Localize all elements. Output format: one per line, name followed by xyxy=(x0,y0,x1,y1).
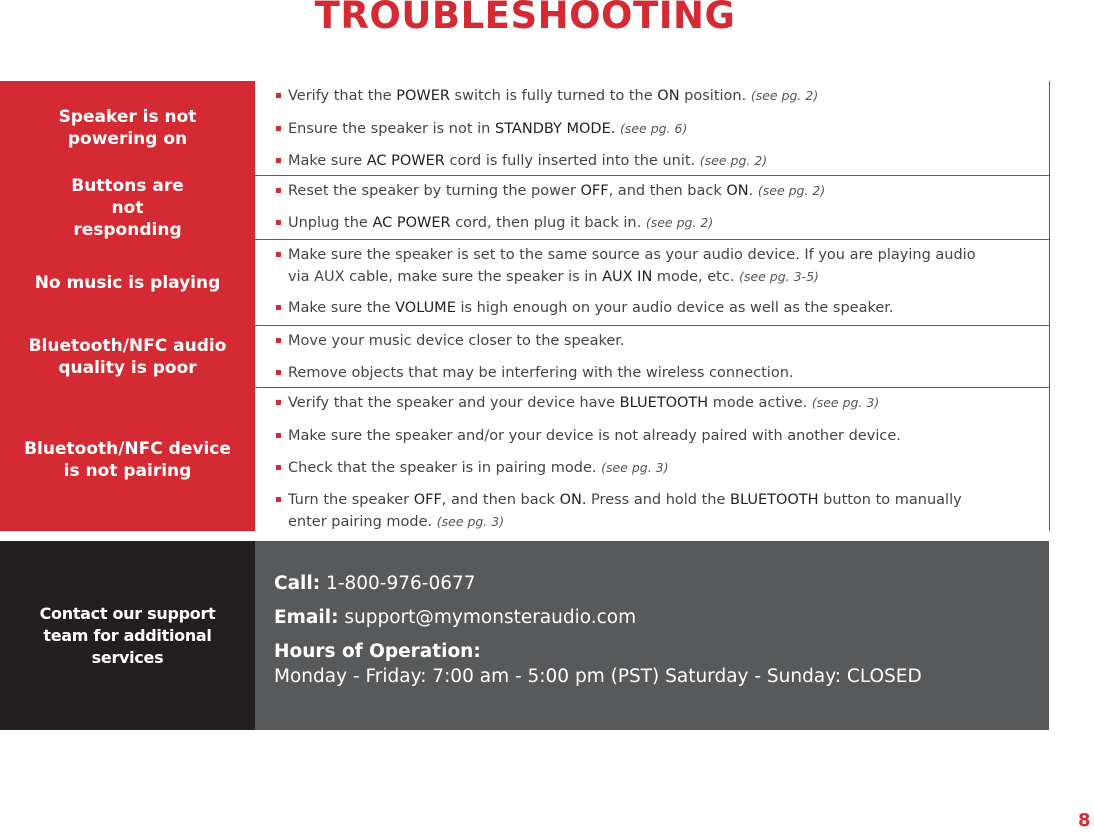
bullet-icon xyxy=(276,252,281,257)
email-address[interactable]: support@mymonsteraudio.com xyxy=(344,607,637,628)
table-row xyxy=(0,81,1050,176)
table-row xyxy=(0,240,1050,326)
bullet-icon xyxy=(276,220,281,225)
problem-label: Bluetooth/NFC audio quality is poor xyxy=(0,326,255,387)
bullet-icon xyxy=(276,305,281,310)
solutions-cell xyxy=(255,326,1050,387)
bullet-icon xyxy=(276,497,281,502)
contact-label: Contact our support team for additional services xyxy=(0,541,255,730)
problem-label: Buttons are not responding xyxy=(0,176,255,239)
bullet-icon xyxy=(276,370,281,375)
page-number: 8 xyxy=(1078,810,1091,831)
table-row xyxy=(0,326,1050,388)
call-label: Call: xyxy=(274,573,321,594)
hours-value: Monday - Friday: 7:00 am - 5:00 pm (PST) Saturday - Sunday: CLOSED xyxy=(274,666,922,687)
page-title: TROUBLESHOOTING xyxy=(314,0,736,37)
solution-item: Verify that the POWER switch is fully turned to the ON position. (see pg. 2) xyxy=(276,85,1009,107)
call-line xyxy=(274,572,476,596)
bullet-icon xyxy=(276,433,281,438)
solution-item: Unplug the AC POWER cord, then plug it back in. (see pg. 2) xyxy=(276,212,1009,234)
table-row xyxy=(0,388,1050,531)
solution-item: Ensure the speaker is not in STANDBY MODE. (see pg. 6) xyxy=(276,118,1009,140)
solutions-cell xyxy=(255,81,1050,175)
contact-details xyxy=(255,541,1049,730)
phone-number[interactable]: 1-800-976-0677 xyxy=(326,573,476,594)
table-row xyxy=(0,176,1050,240)
bullet-icon xyxy=(276,465,281,470)
solution-item: Reset the speaker by turning the power OFF, and then back ON. (see pg. 2) xyxy=(276,180,1009,202)
hours-label: Hours of Operation: xyxy=(274,641,481,662)
solution-item: Move your music device closer to the speaker. xyxy=(276,330,1009,352)
solution-item: Turn the speaker OFF, and then back ON. Press and hold the BLUETOOTH button to manually enter pairing mode. (see pg. 3) xyxy=(276,489,989,533)
email-line xyxy=(274,606,636,630)
solution-item: Make sure the speaker is set to the same source as your audio device. If you are playing audio via AUX cable, make sure the speaker is in AUX IN mode, etc. (see pg. 3-5) xyxy=(276,244,989,288)
contact-panel xyxy=(0,541,1049,730)
problem-label: No music is playing xyxy=(0,240,255,325)
solutions-cell xyxy=(255,388,1050,531)
bullet-icon xyxy=(276,400,281,405)
bullet-icon xyxy=(276,338,281,343)
problem-label: Speaker is not powering on xyxy=(0,81,255,175)
bullet-icon xyxy=(276,158,281,163)
problem-label: Bluetooth/NFC device is not pairing xyxy=(0,388,255,531)
email-label: Email: xyxy=(274,607,339,628)
solution-item: Make sure AC POWER cord is fully inserted into the unit. (see pg. 2) xyxy=(276,150,1009,172)
solution-item: Make sure the speaker and/or your device is not already paired with another device. xyxy=(276,425,1009,447)
bullet-icon xyxy=(276,126,281,131)
solution-item: Verify that the speaker and your device have BLUETOOTH mode active. (see pg. 3) xyxy=(276,392,1009,414)
troubleshooting-table xyxy=(0,81,1050,531)
solutions-cell xyxy=(255,176,1050,239)
solution-item: Remove objects that may be interfering with the wireless connection. xyxy=(276,362,1009,384)
solution-item: Check that the speaker is in pairing mode. (see pg. 3) xyxy=(276,457,1009,479)
bullet-icon xyxy=(276,93,281,98)
solutions-cell xyxy=(255,240,1050,325)
bullet-icon xyxy=(276,188,281,193)
solution-item: Make sure the VOLUME is high enough on your audio device as well as the speaker. xyxy=(276,297,1009,319)
